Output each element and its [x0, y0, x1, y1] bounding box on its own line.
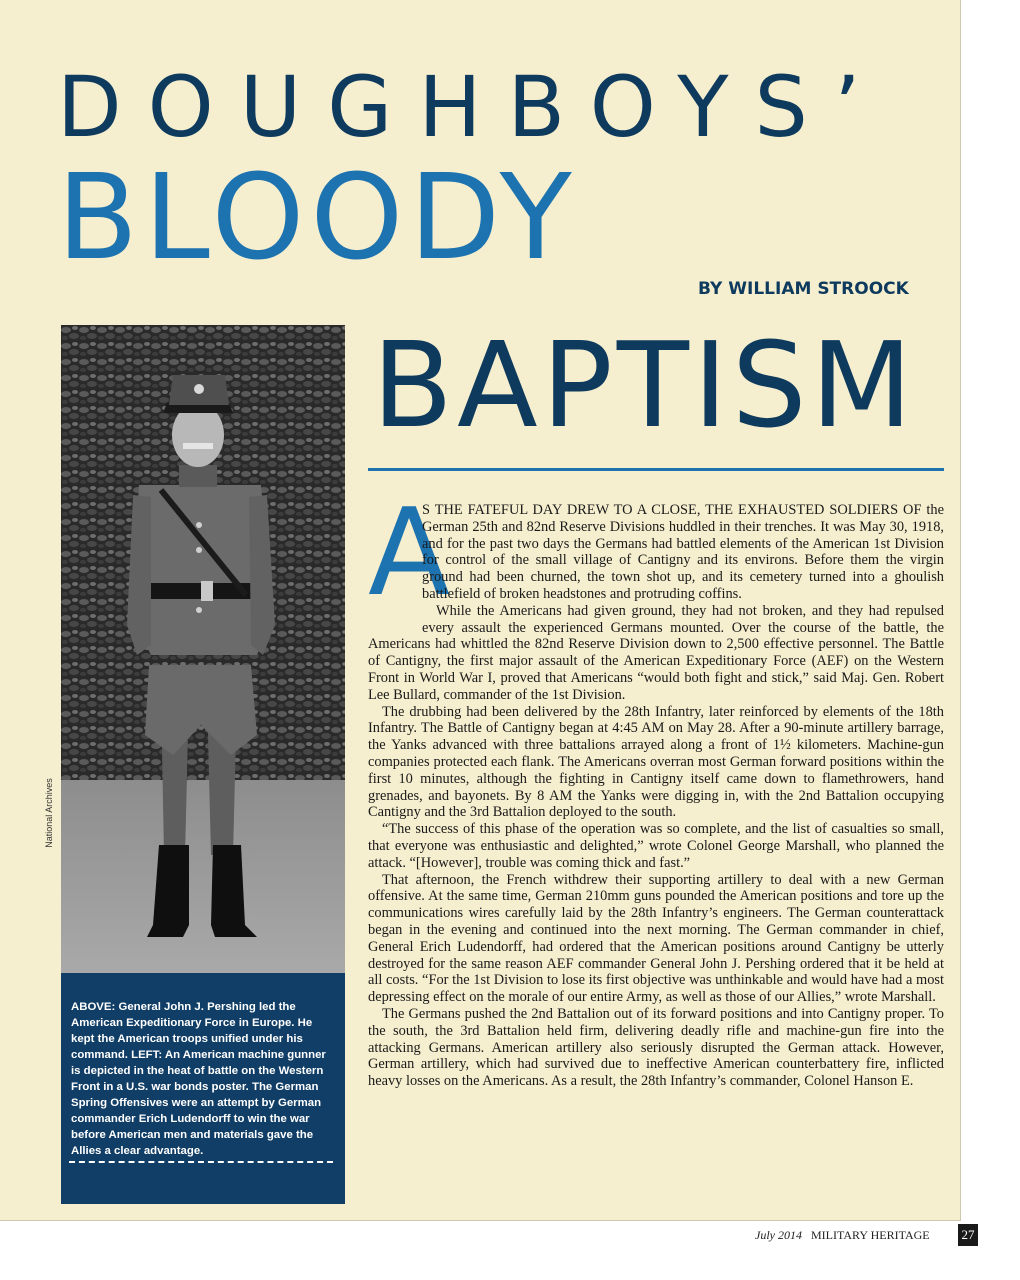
article-paragraph-6: The Germans pushed the 2nd Battalion out of its forward positions and into Cantigny proper. To the south, the 3rd Battalion held firm, delivering deadly rifle and machine-gun fire into the attacking Germans. American artillery also seriously disrupted the German attack. However, German artillery, which had survived due to ineffective American counterbattery fire, inflicted heavy losses on the Americans. As a result, the 28th Infantry’s commander, Colonel Hanson E. [368, 1005, 944, 1090]
page-footer [755, 1228, 930, 1243]
byline: BY WILLIAM STROOCK [698, 279, 909, 299]
footer-date: July 2014 [755, 1228, 802, 1242]
article-body [368, 484, 944, 1090]
article-paragraph-5: That afternoon, the French withdrew their supporting artillery to deal with a new German offensive. At the same time, German 210mm guns pounded the American positions and tore up the communications wires carefully laid by the 28th Infantry’s engineers. The German counterattack began in the evening and continued into the next morning. The German commander in chief, General Erich Ludendorff, had ordered that the American positions around Cantigny be utterly destroyed for the same reason AEF commander General John J. Pershing ordered that it be held at all costs. “For the 1st Division to lose its first objective was unthinkable and would have had a most depressing effect on the morale of our entire Army, as well as those of our Allies,” wrote Marshall. [368, 871, 944, 1006]
article-paragraph-4: “The success of this phase of the operation was so complete, and the list of casualties so small, that everyone was enthusiastic and delighted,” wrote Colonel George Marshall, who planned the attack. “[However], trouble was coming thick and fast.” [368, 821, 944, 871]
caption-dashed-divider [69, 1161, 333, 1163]
article-paragraph-3: The drubbing had been delivered by the 28th Infantry, later reinforced by elements of the 18th Infantry. The Battle of Cantigny began at 4:45 AM on May 28. After a 90-minute artillery barrage, the Yanks advanced with three battalions arrayed along a front of 1½ kilometers. Machine-gun companies protected each flank. The Americans overran most German forward positions within the first 10 minutes, although the fighting in Cantigny itself came down to flamethrowers, hand grenades, and bayonets. By 8 AM the Yanks were digging in, with the 2nd Battalion occupying Cantigny and the 3rd Battalion deployed to the south. [368, 703, 944, 821]
photo-caption-text: ABOVE: General John J. Pershing led the American Expeditionary Force in Europe. He kept the American troops unified under his command. LEFT: An American machine gunner is depicted in the heat of battle on the Western Front in a U.S. war bonds poster. The German Spring Offensives were an attempt by German commander Erich Ludendorff to win the war before American men and materials gave the Allies a clear advantage. [71, 1001, 326, 1157]
title-rule [368, 468, 944, 471]
article-paragraph-2: While the Americans had given ground, they had not broken, and they had repulsed every assault the experienced Germans mounted. Over the course of the battle, the Americans had whittled the 82nd Reserve Division down to 2,500 effective personnel. The Battle of Cantigny, the first major assault of the American Expeditionary Force (AEF) on the Western Front in World War I, proved that Americans “would both fight and stick,” said Maj. Gen. Robert Lee Bullard, commander of the 1st Division. [368, 602, 944, 703]
title-line-doughboys: DOUGHBOYS’ [57, 58, 887, 156]
pershing-photo [61, 325, 345, 973]
title-line-bloody: BLOODY [57, 148, 578, 286]
title-line-baptism: BAPTISM [372, 316, 917, 454]
article-paragraph-1: S THE FATEFUL DAY DREW TO A CLOSE, THE EXHAUSTED SOLDIERS OF the German 25th and 82nd Reserve Divisions huddled in their trenches. It was May 30, 1918, and for the past two days the Germans had battled elements of the American 1st Division for control of the small village of Cantigny and its environs. Before them the virgin ground had been churned, the town shot up, and its cemetery turned into a ghoulish battlefield of broken headstones and protruding coffins. [422, 502, 944, 602]
photo-credit-text: National Archives [44, 778, 54, 848]
footer-magazine-name: MILITARY HERITAGE [811, 1228, 930, 1242]
photo-caption-box [61, 973, 345, 1204]
page-number: 27 [958, 1224, 978, 1246]
photo-credit [42, 775, 56, 855]
drop-cap: A [368, 484, 451, 623]
